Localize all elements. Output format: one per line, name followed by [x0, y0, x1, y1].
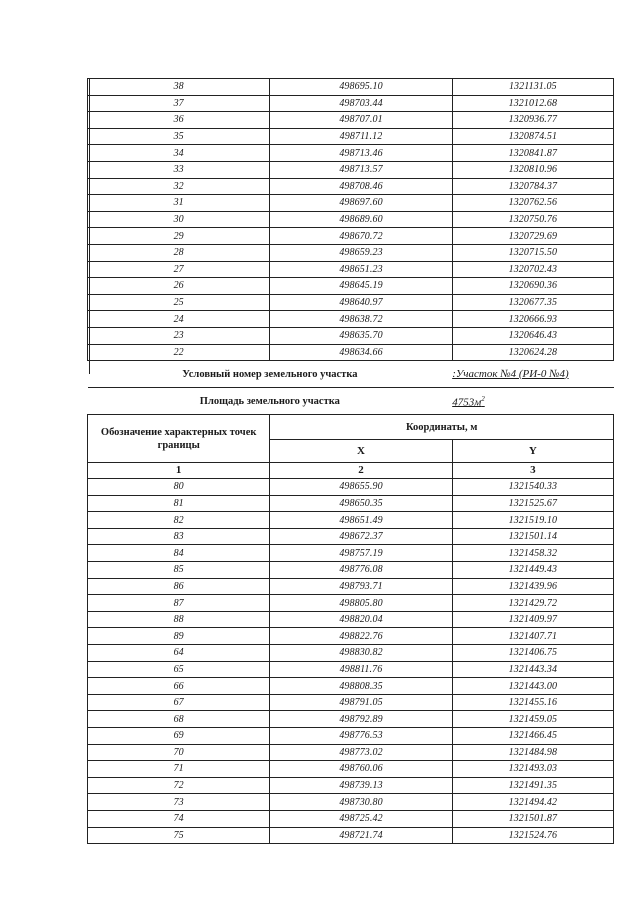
table-row	[88, 711, 614, 728]
point-number: 31	[88, 195, 270, 212]
coord-x: 498791.05	[270, 694, 452, 711]
coord-y: 1321519.10	[452, 512, 613, 529]
coord-x: 498713.46	[270, 145, 452, 162]
coord-x: 498711.12	[270, 128, 452, 145]
coord-y: 1321439.96	[452, 578, 613, 595]
point-number: 83	[88, 528, 270, 545]
coord-x: 498805.80	[270, 595, 452, 612]
coord-y: 1321491.35	[452, 777, 613, 794]
point-number: 65	[88, 661, 270, 678]
table-row	[88, 562, 614, 579]
point-number: 22	[88, 344, 270, 361]
table-row	[88, 95, 614, 112]
coord-y: 1320646.43	[452, 327, 613, 344]
point-number: 68	[88, 711, 270, 728]
point-number: 72	[88, 777, 270, 794]
coord-x: 498776.08	[270, 562, 452, 579]
coord-x: 498757.19	[270, 545, 452, 562]
coord-x: 498793.71	[270, 578, 452, 595]
coord-y: 1321540.33	[452, 479, 613, 496]
table-row	[88, 678, 614, 695]
header-col-num-1: 1	[88, 463, 270, 479]
table-row	[88, 278, 614, 295]
coord-x: 498708.46	[270, 178, 452, 195]
point-number: 73	[88, 794, 270, 811]
point-number: 86	[88, 578, 270, 595]
point-number: 69	[88, 728, 270, 745]
parcel-area-row	[88, 388, 614, 415]
point-number: 32	[88, 178, 270, 195]
header-coords-label: Координаты, м	[270, 415, 614, 440]
points-table-continued	[88, 79, 614, 361]
coord-x: 498659.23	[270, 244, 452, 261]
parcel-area-number: 4753м	[452, 396, 482, 409]
point-number: 67	[88, 694, 270, 711]
header-row-1	[88, 415, 614, 440]
table-row	[88, 244, 614, 261]
table-row	[88, 512, 614, 529]
coord-x: 498808.35	[270, 678, 452, 695]
coord-y: 1321409.97	[452, 611, 613, 628]
header-col-num-3: 3	[452, 463, 613, 479]
coord-x: 498721.74	[270, 827, 452, 844]
point-number: 81	[88, 495, 270, 512]
coord-x: 498707.01	[270, 112, 452, 129]
point-number: 29	[88, 228, 270, 245]
point-number: 25	[88, 294, 270, 311]
parcel-number-row	[88, 361, 614, 388]
coord-x: 498651.49	[270, 512, 452, 529]
coord-y: 1320624.28	[452, 344, 613, 361]
coord-y: 1320810.96	[452, 161, 613, 178]
coord-y: 1320841.87	[452, 145, 613, 162]
table-row	[88, 128, 614, 145]
coord-x: 498773.02	[270, 744, 452, 761]
coord-x: 498713.57	[270, 161, 452, 178]
coord-y: 1321501.14	[452, 528, 613, 545]
coord-x: 498760.06	[270, 761, 452, 778]
point-number: 38	[88, 79, 270, 96]
coord-y: 1320784.37	[452, 178, 613, 195]
coord-x: 498820.04	[270, 611, 452, 628]
coord-y: 1321443.34	[452, 661, 613, 678]
coord-y: 1321131.05	[452, 79, 613, 96]
coord-x: 498651.23	[270, 261, 452, 278]
coord-y: 1320729.69	[452, 228, 613, 245]
table-row	[88, 645, 614, 662]
coord-y: 1320690.36	[452, 278, 613, 295]
coord-y: 1321406.75	[452, 645, 613, 662]
table-row	[88, 794, 614, 811]
parcel-area-label: Площадь земельного участка	[88, 388, 453, 415]
table-row	[88, 611, 614, 628]
coord-x: 498672.37	[270, 528, 452, 545]
table-row	[88, 595, 614, 612]
table-row	[88, 728, 614, 745]
coordinates-table	[87, 78, 614, 844]
coord-x: 498830.82	[270, 645, 452, 662]
point-number: 70	[88, 744, 270, 761]
point-number: 37	[88, 95, 270, 112]
point-number: 35	[88, 128, 270, 145]
coord-y: 1321493.03	[452, 761, 613, 778]
point-number: 75	[88, 827, 270, 844]
coord-x: 498697.60	[270, 195, 452, 212]
point-number: 28	[88, 244, 270, 261]
table-row	[88, 578, 614, 595]
parcel-number-value: :Участок №4 (РИ-0 №4)	[452, 361, 613, 388]
point-number: 24	[88, 311, 270, 328]
point-number: 36	[88, 112, 270, 129]
coord-y: 1321407.71	[452, 628, 613, 645]
coord-y: 1320750.76	[452, 211, 613, 228]
coord-x: 498650.35	[270, 495, 452, 512]
coord-x: 498638.72	[270, 311, 452, 328]
table-row	[88, 228, 614, 245]
table-row	[88, 827, 614, 844]
point-number: 82	[88, 512, 270, 529]
point-number: 74	[88, 810, 270, 827]
point-number: 23	[88, 327, 270, 344]
point-number: 27	[88, 261, 270, 278]
coord-y: 1321458.32	[452, 545, 613, 562]
coord-x: 498689.60	[270, 211, 452, 228]
parcel-area-value	[452, 388, 613, 415]
coord-y: 1321494.42	[452, 794, 613, 811]
coord-y: 1320936.77	[452, 112, 613, 129]
header-row-3	[88, 463, 614, 479]
header-col-num-2: 2	[270, 463, 452, 479]
coord-y: 1320715.50	[452, 244, 613, 261]
coord-x: 498822.76	[270, 628, 452, 645]
coord-y: 1321449.43	[452, 562, 613, 579]
coord-x: 498695.10	[270, 79, 452, 96]
coord-y: 1321501.87	[452, 810, 613, 827]
table-row	[88, 694, 614, 711]
coord-y: 1321466.45	[452, 728, 613, 745]
coord-x: 498634.66	[270, 344, 452, 361]
coord-y: 1320762.56	[452, 195, 613, 212]
table-row	[88, 145, 614, 162]
coord-y: 1321012.68	[452, 95, 613, 112]
point-number: 85	[88, 562, 270, 579]
coord-y: 1321459.05	[452, 711, 613, 728]
point-number: 33	[88, 161, 270, 178]
table-row	[88, 810, 614, 827]
parcel-area-unit-sup: 2	[481, 394, 485, 403]
header-points-label: Обозначение характерных точек границы	[88, 415, 270, 463]
table-row	[88, 112, 614, 129]
coord-x: 498776.53	[270, 728, 452, 745]
coord-y: 1321484.98	[452, 744, 613, 761]
coord-x: 498670.72	[270, 228, 452, 245]
table-row	[88, 761, 614, 778]
table-row	[88, 311, 614, 328]
point-number: 88	[88, 611, 270, 628]
table-row	[88, 628, 614, 645]
point-number: 89	[88, 628, 270, 645]
point-number: 87	[88, 595, 270, 612]
table-row	[88, 545, 614, 562]
table-row	[88, 744, 614, 761]
coord-x: 498792.89	[270, 711, 452, 728]
point-number: 34	[88, 145, 270, 162]
points-table-parcel-4	[88, 479, 614, 844]
point-number: 64	[88, 645, 270, 662]
coord-y: 1321525.67	[452, 495, 613, 512]
coord-y: 1321524.76	[452, 827, 613, 844]
point-number: 71	[88, 761, 270, 778]
table-row	[88, 294, 614, 311]
table-row	[88, 495, 614, 512]
coord-x: 498655.90	[270, 479, 452, 496]
table-row	[88, 661, 614, 678]
point-number: 26	[88, 278, 270, 295]
table-row	[88, 161, 614, 178]
table-row	[88, 178, 614, 195]
coord-x: 498811.76	[270, 661, 452, 678]
point-number: 30	[88, 211, 270, 228]
table-row	[88, 261, 614, 278]
table-row	[88, 528, 614, 545]
table-row	[88, 344, 614, 361]
parcel-number-label: Условный номер земельного участка	[88, 361, 453, 388]
coord-y: 1320702.43	[452, 261, 613, 278]
table-row	[88, 327, 614, 344]
table-row	[88, 79, 614, 96]
coord-y: 1320874.51	[452, 128, 613, 145]
point-number: 66	[88, 678, 270, 695]
coord-x: 498640.97	[270, 294, 452, 311]
header-x-label: X	[270, 440, 452, 463]
coord-y: 1321429.72	[452, 595, 613, 612]
table-row	[88, 195, 614, 212]
coord-y: 1321443.00	[452, 678, 613, 695]
coord-y: 1320666.93	[452, 311, 613, 328]
coord-x: 498730.80	[270, 794, 452, 811]
coord-x: 498703.44	[270, 95, 452, 112]
coord-x: 498739.13	[270, 777, 452, 794]
coord-x: 498635.70	[270, 327, 452, 344]
table-row	[88, 479, 614, 496]
coord-x: 498725.42	[270, 810, 452, 827]
table-row	[88, 211, 614, 228]
header-y-label: Y	[452, 440, 613, 463]
coord-x: 498645.19	[270, 278, 452, 295]
coord-y: 1320677.35	[452, 294, 613, 311]
point-number: 84	[88, 545, 270, 562]
coord-y: 1321455.16	[452, 694, 613, 711]
table-row	[88, 777, 614, 794]
point-number: 80	[88, 479, 270, 496]
coordinates-document	[87, 78, 614, 844]
